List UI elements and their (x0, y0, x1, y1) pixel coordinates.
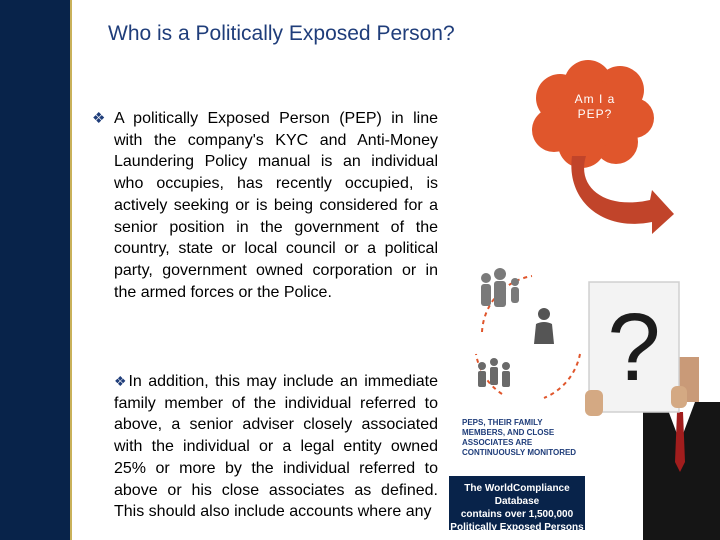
cloud-line-2: PEP? (577, 107, 613, 121)
bullet-inline-icon: ❖ (114, 373, 129, 389)
database-badge (449, 476, 585, 533)
bullet-icon: ❖ (92, 110, 106, 127)
database-line-3: Politically Exposed Persons (450, 522, 584, 533)
database-line-1: The WorldCompliance Database (464, 483, 570, 507)
additional-info-text (114, 371, 438, 523)
family-icon (481, 268, 519, 307)
slide-title: Who is a Politically Exposed Person? (108, 22, 455, 45)
database-line-2: contains over 1,500,000 (460, 509, 574, 520)
associates-icon (478, 358, 510, 387)
cloud-line-1: Am I a (574, 92, 616, 106)
executive-icon (534, 308, 554, 344)
additional-info-body: In addition, this may include an immediate family member of the individual referred to above, a senior adviser closely associated with the individual or a legal entity owned 25% or more by the individual referred to above or his close associates as defined. This should also include accounts where any (114, 373, 438, 521)
person-with-question-sign (585, 262, 720, 540)
hand-shape (671, 386, 687, 408)
question-mark-text: ? (607, 294, 661, 401)
curved-arrow-icon (556, 148, 676, 238)
cloud-text (555, 92, 635, 122)
sidebar-band (0, 0, 72, 540)
family-network-graphic (462, 262, 602, 412)
pep-definition-text: A politically Exposed Person (PEP) in line with the company's KYC and Anti-Money Laundering Policy manual is an individual who occupies, has recently occupied, is actively seeking or is being considered for a senior position in the government of the country, state or local council or a political party, government owned corporation or in the armed forces or the Police. (114, 110, 438, 301)
hand-shape (585, 390, 603, 416)
monitoring-caption: PEPS, THEIR FAMILY MEMBERS, AND CLOSE ASSOCIATES ARE CONTINUOUSLY MONITORED (462, 418, 577, 457)
